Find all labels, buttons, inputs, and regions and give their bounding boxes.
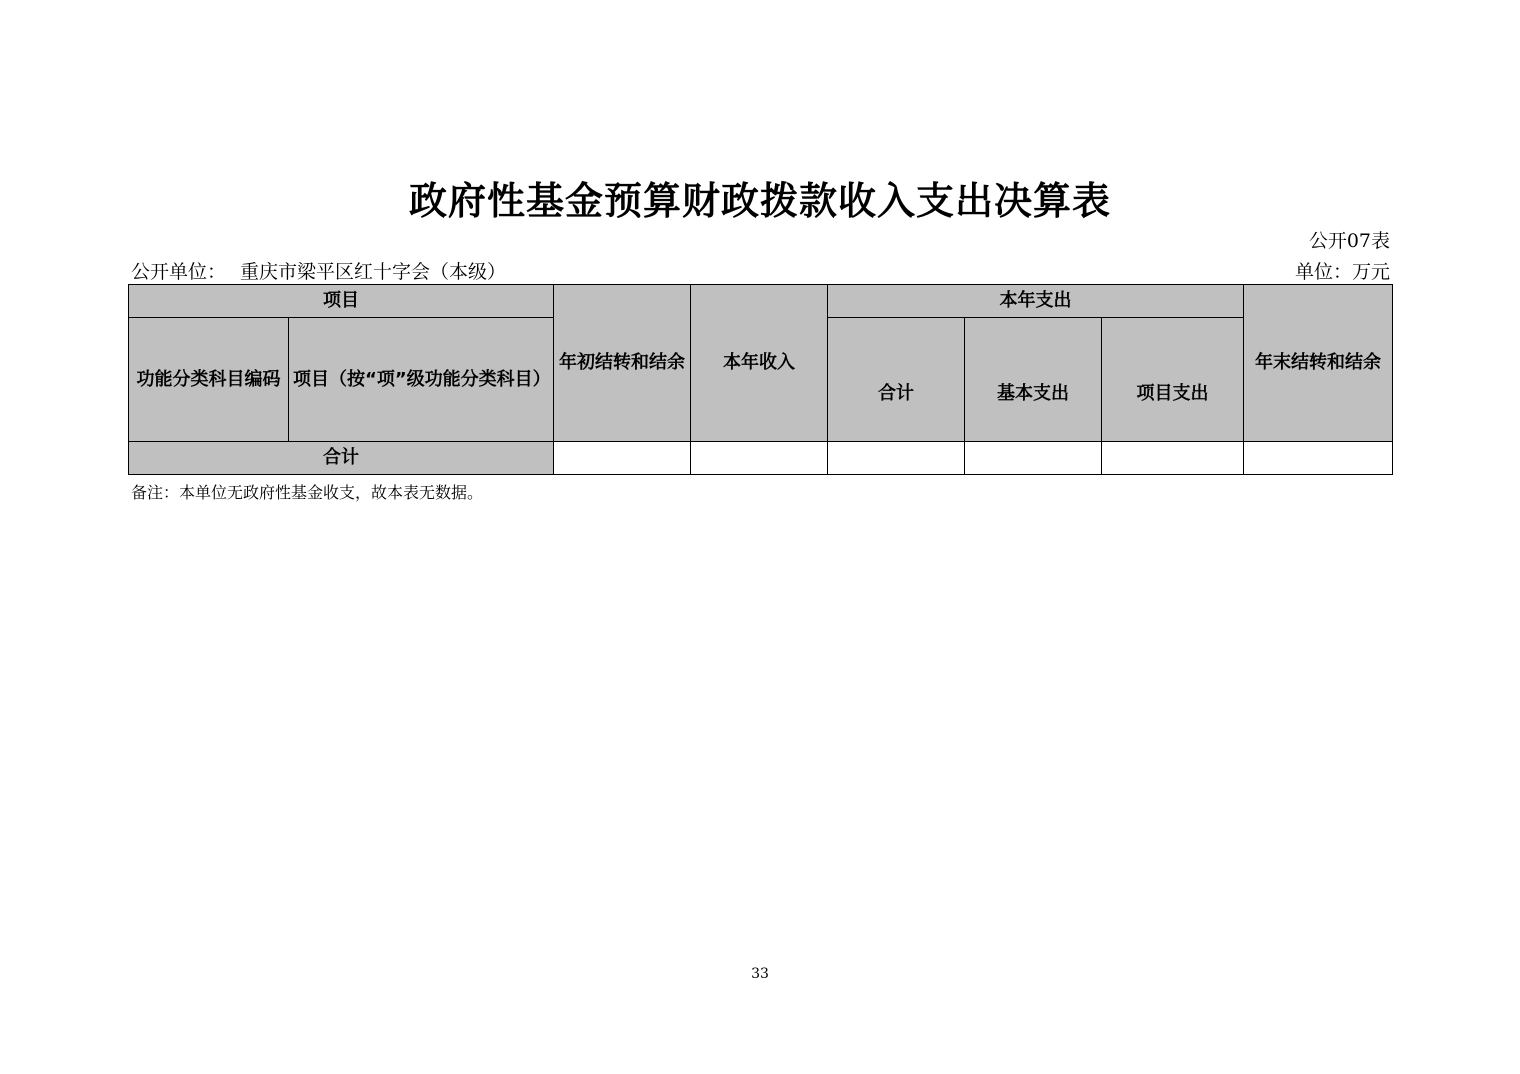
reporting-unit-label: 公开单位： bbox=[131, 261, 227, 283]
header-function-code: 功能分类科目编码 bbox=[129, 318, 289, 442]
total-income bbox=[691, 442, 828, 475]
table-row-total bbox=[129, 442, 1393, 475]
reporting-unit-name: 重庆市梁平区红十字会（本级） bbox=[240, 261, 507, 283]
document-title: 政府性基金预算财政拨款收入支出决算表 bbox=[408, 179, 1111, 223]
total-expense-total bbox=[828, 442, 965, 475]
total-carry-end bbox=[1244, 442, 1393, 475]
total-expense-project bbox=[1102, 442, 1244, 475]
header-carry-begin: 年初结转和结余 bbox=[554, 285, 691, 442]
header-carry-end: 年末结转和结余 bbox=[1244, 285, 1393, 442]
money-unit: 单位：万元 bbox=[1294, 261, 1390, 283]
total-carry-begin bbox=[554, 442, 691, 475]
form-number: 公开07表 bbox=[1308, 230, 1390, 252]
budget-table bbox=[128, 284, 1393, 475]
footnote: 备注：本单位无政府性基金收支，故本表无数据。 bbox=[131, 483, 484, 502]
reporting-unit bbox=[131, 257, 506, 284]
page-number: 33 bbox=[751, 966, 769, 982]
header-expense-project: 项目支出 bbox=[1102, 318, 1244, 442]
header-expense-total: 合计 bbox=[828, 318, 965, 442]
header-item-name: 项目（按“项”级功能分类科目） bbox=[289, 318, 554, 442]
header-expense: 本年支出 bbox=[828, 285, 1244, 318]
total-label: 合计 bbox=[129, 442, 554, 475]
header-income: 本年收入 bbox=[691, 285, 828, 442]
total-expense-basic bbox=[965, 442, 1102, 475]
header-expense-basic: 基本支出 bbox=[965, 318, 1102, 442]
header-item: 项目 bbox=[129, 285, 554, 318]
